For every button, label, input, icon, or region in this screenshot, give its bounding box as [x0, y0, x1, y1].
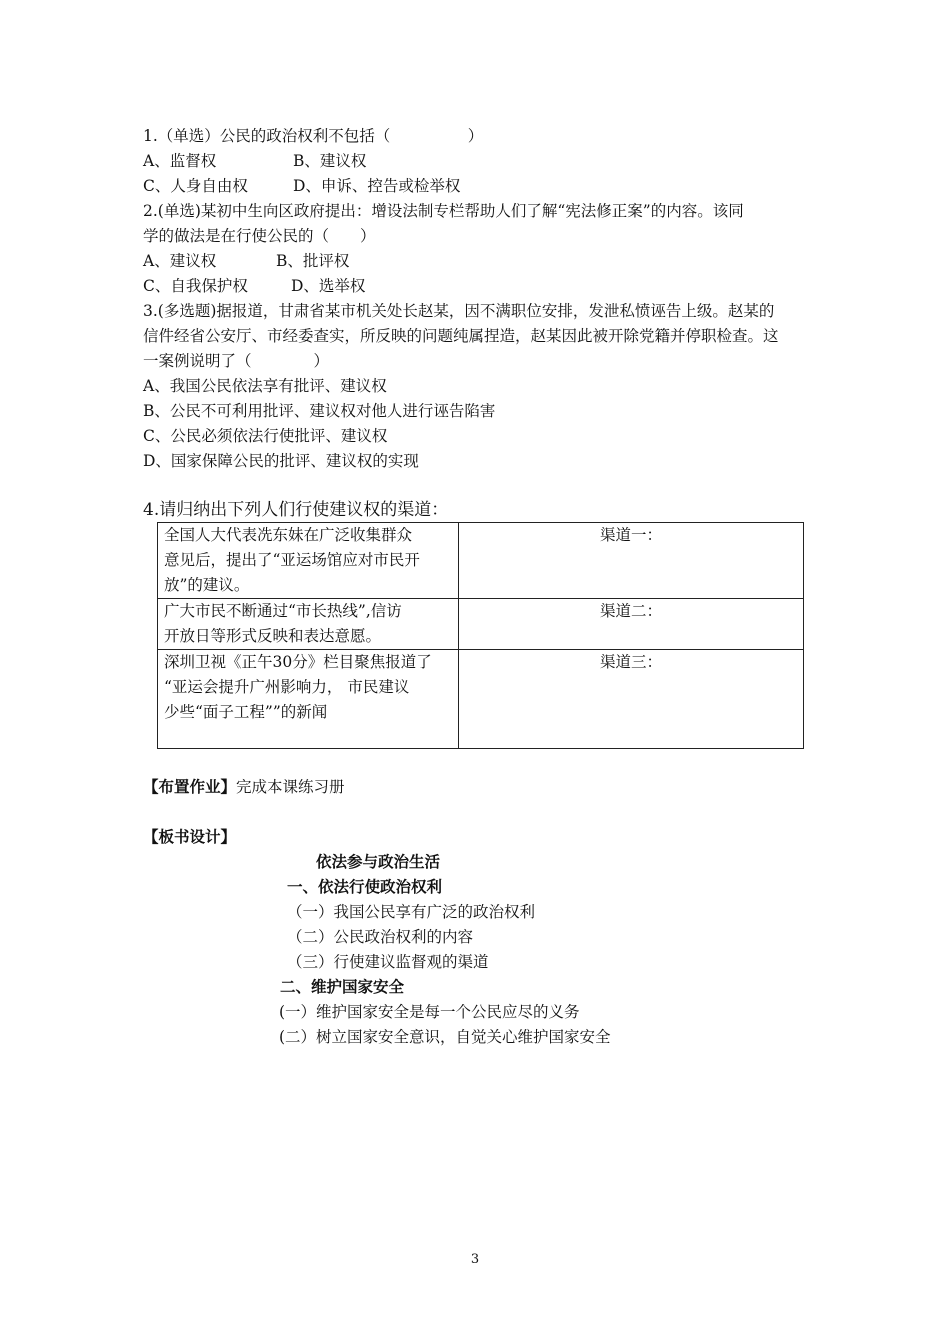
board-item: (二）树立国家安全意识，自觉关心维护国家安全 [279, 1028, 611, 1046]
example-line: 全国人大代表冼东妹在广泛收集群众 [164, 526, 413, 544]
table-row [158, 523, 804, 599]
page-number: 3 [470, 1252, 480, 1267]
homework-text: 完成本课练习册 [236, 778, 345, 796]
homework-line [143, 776, 345, 798]
channel-label: 渠道二： [599, 602, 662, 620]
board-heading-1: 一、依法行使政治权利 [287, 877, 443, 896]
table-row [158, 599, 804, 650]
table-row [158, 650, 804, 749]
q2-stem-line-2: 学的做法是在行使公民的（ ） [143, 227, 376, 245]
example-line: 深圳卫视《正午30分》栏目聚焦报道了 [164, 653, 432, 671]
example-line: 广大市民不断通过“市长热线”,信访 [164, 602, 402, 620]
q3-option-d: D、国家保障公民的批评、建议权的实现 [143, 452, 419, 470]
homework-label: 【布置作业】 [143, 777, 237, 796]
example-line: 少些“面子工程””的新闻 [164, 703, 328, 721]
q1-option-a: A、监督权 [143, 152, 217, 170]
example-cell [158, 599, 459, 650]
example-cell [158, 523, 459, 599]
channels-table [157, 522, 804, 749]
board-item: (一）维护国家安全是每一个公民应尽的义务 [279, 1003, 580, 1021]
q2-stem-line-1: 2.(单选)某初中生向区政府提出：增设法制专栏帮助人们了解“宪法修正案”的内容。该同 [143, 202, 744, 220]
q2-option-a: A、建议权 [143, 252, 217, 270]
channel-cell [459, 599, 804, 650]
board-label: 【板书设计】 [143, 827, 237, 846]
q4-title: 4.请归纳出下列人们行使建议权的渠道： [143, 500, 449, 520]
board-item: （二）公民政治权利的内容 [287, 928, 474, 946]
example-line: 放”的建议。 [164, 576, 250, 594]
board-item: （一）我国公民享有广泛的政治权利 [287, 903, 536, 921]
q2-option-d: D、选举权 [291, 277, 366, 295]
q1-stem: 1.（单选）公民的政治权利不包括（ ） [143, 127, 484, 145]
channel-label: 渠道一： [599, 526, 662, 544]
q2-option-b: B、批评权 [276, 252, 350, 270]
q3-stem-line-3: 一案例说明了（ ） [143, 352, 330, 370]
q3-stem-line-2: 信件经省公安厅、市经委查实，所反映的问题纯属捏造，赵某因此被开除党籍并停职检查。这 [143, 327, 779, 345]
example-cell [158, 650, 459, 749]
example-line: 开放日等形式反映和表达意愿。 [164, 627, 382, 645]
q1-option-d: D、申诉、控告或检举权 [293, 177, 461, 195]
example-line: 意见后，提出了“亚运场馆应对市民开 [164, 551, 420, 569]
board-item: （三）行使建议监督观的渠道 [287, 953, 489, 971]
board-title: 依法参与政治生活 [316, 852, 441, 871]
example-line: “亚运会提升广州影响力， 市民建议 [164, 678, 410, 696]
channel-cell [459, 650, 804, 749]
q3-stem-line-1: 3.(多选题)据报道，甘肃省某市机关处长赵某，因不满职位安排，发泄私愤诬告上级。赵某的 [143, 302, 775, 320]
q1-option-b: B、建议权 [293, 152, 367, 170]
channel-label: 渠道三： [599, 653, 662, 671]
channel-cell [459, 523, 804, 599]
q1-option-c: C、人身自由权 [143, 177, 248, 195]
board-heading-2: 二、维护国家安全 [280, 977, 405, 996]
q3-option-a: A、我国公民依法享有批评、建议权 [143, 377, 387, 395]
q3-option-c: C、公民必须依法行使批评、建议权 [143, 427, 388, 445]
q3-option-b: B、公民不可利用批评、建议权对他人进行诬告陷害 [143, 402, 496, 420]
q2-option-c: C、自我保护权 [143, 277, 248, 295]
